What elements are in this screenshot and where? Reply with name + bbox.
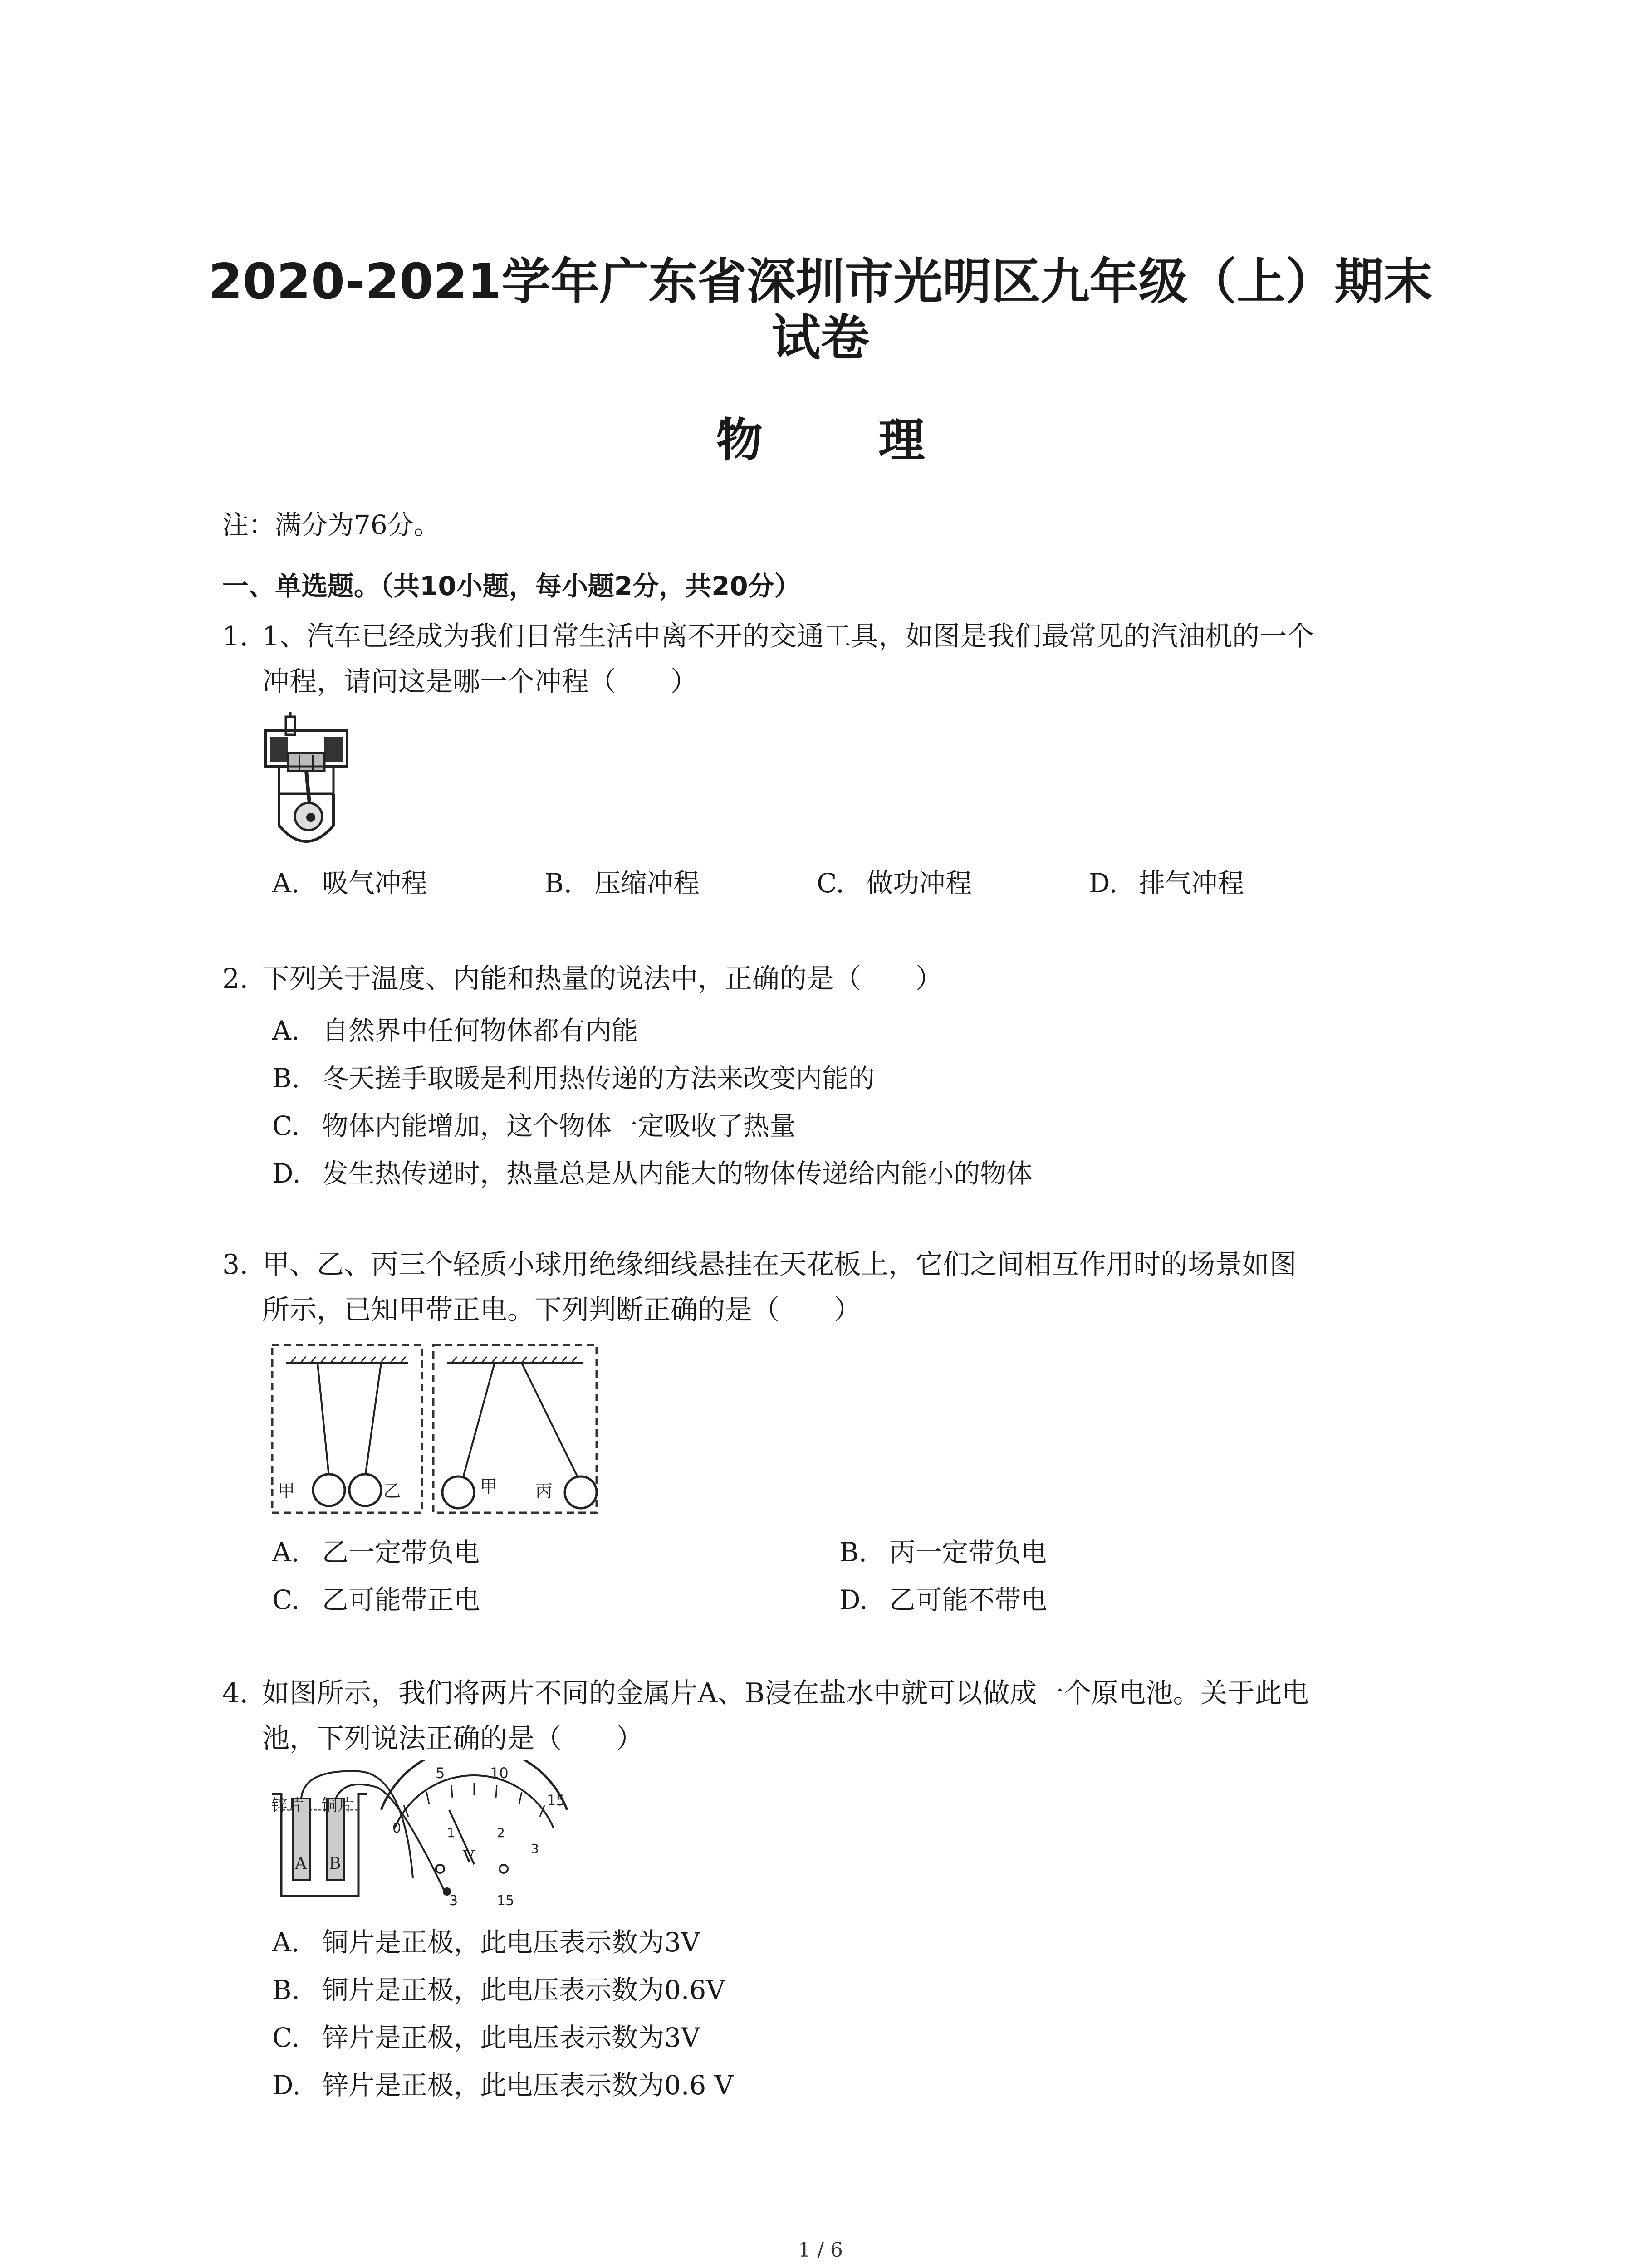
option-text: 铜片是正极，此电压表示数为3V xyxy=(322,1927,700,1958)
option-text: 压缩冲程 xyxy=(594,868,700,899)
question-text: 冲程，请问这是哪一个冲程（ ） xyxy=(262,666,698,698)
question-text: 1、汽车已经成为我们日常生活中离不开的交通工具，如图是我们最常见的汽油机的一个 xyxy=(262,621,1314,652)
option-c[interactable] xyxy=(272,2016,700,2054)
option-text: 锌片是正极，此电压表示数为0.6 V xyxy=(322,2070,734,2101)
option-d[interactable] xyxy=(272,1152,1033,1190)
option-a[interactable] xyxy=(272,862,427,900)
ball-label-jia: 甲 xyxy=(480,1476,498,1496)
option-label: D. xyxy=(272,2070,301,2101)
charged-balls-diagram xyxy=(268,1340,603,1522)
option-label: C. xyxy=(272,2022,300,2053)
option-label: B. xyxy=(272,1063,300,1094)
option-label: A. xyxy=(272,1015,300,1046)
question-text: 如图所示，我们将两片不同的金属片A、B浸在盐水中就可以做成一个原电池。关于此电 xyxy=(262,1677,1309,1709)
terminal-3: 3 xyxy=(449,1893,458,1909)
option-text: 物体内能增加，这个物体一定吸收了热量 xyxy=(322,1110,796,1141)
subject-heading: 物 理 xyxy=(716,414,975,468)
page-number: 1 / 6 xyxy=(798,2239,843,2262)
option-label: D. xyxy=(1089,868,1117,899)
option-d[interactable] xyxy=(839,1579,1047,1617)
option-c[interactable] xyxy=(272,1105,796,1143)
scale-0: 0 xyxy=(392,1820,402,1836)
score-note: 注：满分为76分。 xyxy=(222,509,440,540)
option-label: A. xyxy=(272,1537,300,1568)
engine-diagram xyxy=(261,712,352,848)
option-c[interactable] xyxy=(817,862,972,900)
scale-5: 5 xyxy=(436,1765,445,1782)
option-label: A. xyxy=(272,868,300,899)
ball-label-bing: 丙 xyxy=(535,1481,553,1501)
option-a[interactable] xyxy=(272,1921,700,1959)
scale-15: 15 xyxy=(547,1792,565,1809)
ball-label-jia: 甲 xyxy=(278,1481,295,1501)
option-text: 做功冲程 xyxy=(867,868,972,899)
option-d[interactable] xyxy=(1089,862,1244,900)
option-label: B. xyxy=(839,1537,867,1568)
question-number: 2. xyxy=(222,963,249,995)
option-label: D. xyxy=(839,1584,868,1615)
option-text: 冬天搓手取暖是利用热传递的方法来改变内能的 xyxy=(322,1063,875,1094)
terminal-15: 15 xyxy=(497,1893,514,1909)
question-text: 甲、乙、丙三个轻质小球用绝缘细线悬挂在天花板上，它们之间相互作用时的场景如图 xyxy=(262,1249,1297,1281)
question-text: 下列关于温度、内能和热量的说法中，正确的是（ ） xyxy=(262,963,943,995)
question-number: 3. xyxy=(222,1249,249,1281)
scale-10: 10 xyxy=(490,1765,509,1782)
inner-scale-3: 3 xyxy=(531,1841,539,1856)
ball-label-yi: 乙 xyxy=(383,1481,401,1501)
section-heading: 一、单选题。（共10小题，每小题2分，共20分） xyxy=(222,571,801,601)
option-text: 乙一定带负电 xyxy=(322,1537,480,1568)
inner-scale-2: 2 xyxy=(497,1825,505,1840)
question-number: 4. xyxy=(222,1677,249,1709)
option-text: 铜片是正极，此电压表示数为0.6V xyxy=(322,1975,725,2005)
option-text: 乙可能不带电 xyxy=(889,1584,1048,1615)
zinc-label: 锌片 xyxy=(271,1796,304,1815)
voltmeter-v-label: V xyxy=(463,1848,475,1866)
question-text: 池，下列说法正确的是（ ） xyxy=(262,1723,643,1755)
option-label: C. xyxy=(817,868,844,899)
option-text: 乙可能带正电 xyxy=(322,1584,480,1615)
option-text: 自然界中任何物体都有内能 xyxy=(322,1015,638,1046)
option-label: B. xyxy=(272,1975,300,2005)
title-line-1: 2020-2021学年广东省深圳市光明区九年级（上）期末 xyxy=(208,254,1433,310)
option-b[interactable] xyxy=(544,862,700,900)
option-label: D. xyxy=(272,1158,301,1189)
option-b[interactable] xyxy=(272,1969,725,2007)
option-label: C. xyxy=(272,1110,300,1141)
question-number: 1. xyxy=(222,621,249,652)
option-text: 锌片是正极，此电压表示数为3V xyxy=(322,2022,700,2053)
option-text: 吸气冲程 xyxy=(322,868,428,899)
electrode-a-label: A xyxy=(295,1854,307,1873)
option-d[interactable] xyxy=(272,2064,734,2102)
option-label: A. xyxy=(272,1927,300,1958)
option-b[interactable] xyxy=(272,1057,875,1095)
option-text: 丙一定带负电 xyxy=(889,1537,1048,1568)
option-a[interactable] xyxy=(272,1531,480,1569)
inner-scale-1: 1 xyxy=(447,1825,455,1840)
option-b[interactable] xyxy=(839,1531,1047,1569)
electrode-b-label: B xyxy=(329,1854,341,1873)
option-label: C. xyxy=(272,1584,300,1615)
option-a[interactable] xyxy=(272,1009,638,1047)
copper-label: 铜片 xyxy=(321,1796,354,1815)
option-c[interactable] xyxy=(272,1579,480,1617)
question-text: 所示，已知甲带正电。下列判断正确的是（ ） xyxy=(262,1294,861,1326)
option-text: 排气冲程 xyxy=(1139,868,1244,899)
battery-voltmeter-diagram xyxy=(268,1760,576,1910)
title-line-2: 试卷 xyxy=(771,310,870,367)
option-text: 发生热传递时，热量总是从内能大的物体传递给内能小的物体 xyxy=(322,1158,1033,1189)
option-label: B. xyxy=(544,868,573,899)
